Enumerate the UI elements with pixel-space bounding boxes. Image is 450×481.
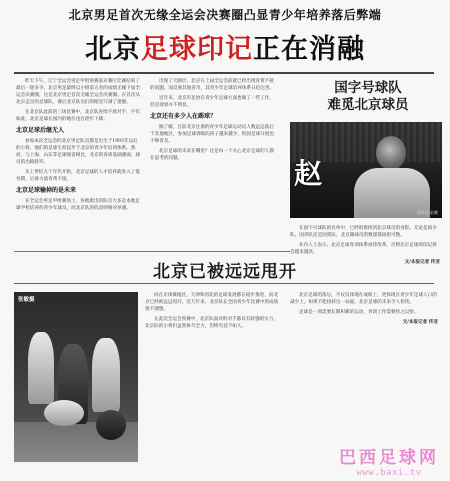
section-divider [14, 251, 290, 252]
paragraph: 从上世纪九十年代开始，北京足球的人才培养就进入了低谷期，后备力量青黄不接。 [16, 170, 140, 182]
subheading: 北京足球输掉的是未来 [16, 187, 77, 194]
paragraph: 昨天下午，辽宁全运会男足甲组预赛南京赛区比赛结束了最后一轮争夺，北京男足最终以小组第五名的成绩无缘下届全运会决赛圈，这是北京男足首次无缘全运会决赛圈。在首次从北京走出的足球队，赛后北京队员们的眼里写满了遗憾。 [16, 79, 141, 105]
paragraph: 业内人士表示，北京足球青训体系亟待改革，否则北京足球的印记将会越来越淡。 [290, 243, 437, 255]
article-column-5 [290, 292, 438, 329]
article-column-2 [150, 78, 276, 165]
jersey-lettering: 赵 [294, 157, 324, 190]
paragraph: 在国字号球队的名单中，已经很难找到北京球员的身影。无论是国少队、国青队还是国奥队，北京籍球员的数量都屈指可数。 [290, 226, 437, 238]
paragraph: 据了解，目前北京注册的青少年足球运动员人数远远落后于其他地区，参加足球训练的孩子越来越少，校园足球开展也不够普及。 [150, 125, 275, 144]
sidebar-headline [298, 80, 438, 114]
paragraph: 在全运会男足甲组赛场上，各地派出的队员大多是本地足球学校培养的青少年球员，而北京队的阵容则相对单薄。 [16, 199, 140, 211]
byline: 文/本报记者 佟亚 [402, 320, 438, 325]
top-divider [14, 72, 434, 74]
article-column-1 [16, 78, 142, 215]
section-headline: 北京已被远远甩开 [153, 262, 297, 282]
site-watermark [333, 448, 445, 478]
sidebar-headline-line: 国字号球队 [334, 80, 402, 96]
main-headline [0, 27, 450, 66]
kicker-headline: 北京男足首次无缘全运会决赛圈凸显青少年培养落后弊端 [68, 8, 382, 22]
paragraph: 参加本次全运会的北京男足队员都是出生于1993年以后的小将，他们的足球生涯起步于北京的青少年培训体系。然而，与上海、山东等足球强省相比，北京的青训基础薄弱，球员的出路狭窄。 [16, 139, 141, 165]
subheading: 北京还有多少人在踢球？ [150, 113, 217, 120]
sidebar-headline-line: 难觅北京球员 [327, 97, 409, 113]
paragraph: 北京足球的未来在哪里？这是每一个关心北京足球的人都在思考的问题。 [150, 149, 274, 161]
watermark-url: www.baxi.tv [356, 468, 422, 478]
paragraph: 同在京津冀地区，天津和河北的足球发展都在稳步推进，而北京已经被远远甩开。近几年来，北京队在全国青少年比赛中的成绩很不理想。 [145, 293, 279, 312]
watermark-name: 巴西足球网 [339, 448, 439, 468]
article-column-4 [145, 292, 281, 333]
player-figure [96, 410, 126, 440]
photo-credit: 资料图 赵鹏 [416, 210, 438, 215]
section-divider [14, 283, 434, 284]
paragraph: 出现了大断层，北京在上届全运会前就已经出现青黄不接的问题。而反观其他省市，其青少年足球培养体系日趋完善。 [150, 79, 275, 91]
player-photo [290, 122, 442, 218]
paragraph: 足球是一项需要长期积累的运动，青训工作需要持之以恒。 [299, 310, 419, 315]
headline-part-1: 北京 [85, 34, 141, 65]
subheading: 北京足球后继无人 [16, 127, 65, 134]
paragraph: 近年来，北京市足协在青少年足球方面也做了一些工作，但是效果并不明显。 [150, 96, 274, 108]
player-figure-head [376, 136, 406, 170]
paragraph: 北京足球的落后，不仅仅体现在成绩上，更体现在青少年足球人口的减少上。如果不能扭转这一局面，北京足球的未来令人担忧。 [290, 293, 437, 305]
player-figure [92, 338, 120, 412]
paragraph: 在北京队此前的三场比赛中，北京队连续不敌对手，不仅如此，北京足球在国内的地位也在逐年下降。 [16, 110, 140, 122]
player-figure [44, 400, 84, 426]
headline-part-3: 正在消融 [253, 34, 365, 65]
match-photo [14, 292, 138, 462]
paragraph: 在此次全运会预赛中，北京队面对的对手都具有较强的实力，北京队的小将们虽然拼尽全力，但终究技不如人。 [145, 317, 279, 329]
player-figure [28, 332, 54, 404]
byline: 文/本报记者 佟亚 [404, 260, 440, 265]
headline-part-2: 足球印记 [141, 34, 253, 65]
photo-credit: 张敏摄 [18, 297, 35, 303]
